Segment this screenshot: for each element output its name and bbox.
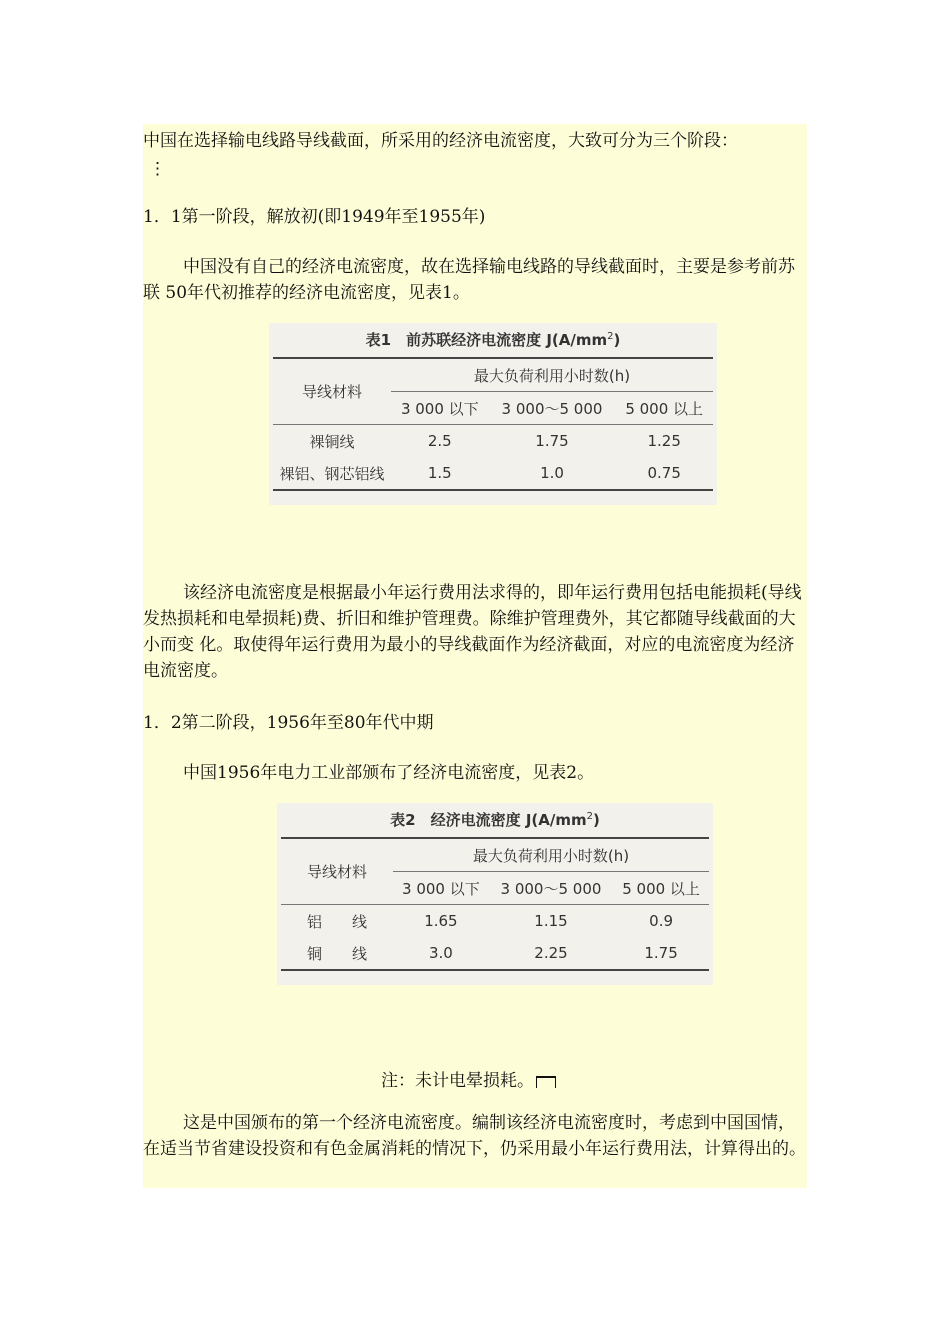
table-2-note: 注：未计电晕损耗。 xyxy=(381,1068,681,1094)
section2-paragraph-2: 这是中国颁布的第一个经济电流密度。编制该经济电流密度时，考虑到中国国情，在适当节省建设投资和有色金属消耗的情况下，仍采用最小年运行费用法，计算得出的。 xyxy=(143,1113,806,1159)
table-2-material-header: 导线材料 xyxy=(306,863,367,881)
table-1-subheader: 3 000 以下 xyxy=(400,399,479,418)
table-cell: 裸铜线 xyxy=(309,432,355,451)
table-1-subheader: 5 000 以上 xyxy=(625,399,704,418)
section2-paragraph-1: 中国1956年电力工业部颁布了经济电流密度，见表2。 xyxy=(183,763,595,783)
table-2-subheader: 3 000 以下 xyxy=(402,879,480,898)
table-1-group-header: 最大负荷利用小时数(h) xyxy=(391,358,713,392)
cursor-mark-icon xyxy=(536,1076,556,1088)
table-1-grid xyxy=(273,357,713,491)
ellipsis: ⋮ xyxy=(149,159,166,179)
table-cell: 1.0 xyxy=(540,464,564,482)
table-cell: 1.75 xyxy=(644,944,678,962)
table-2-subheader: 5 000 以上 xyxy=(622,879,700,898)
table-cell: 1.75 xyxy=(535,432,569,450)
table-cell: 1.65 xyxy=(424,912,458,930)
table-cell: 铝 线 xyxy=(306,912,367,931)
table-2 xyxy=(277,803,713,985)
table-2-group-header: 最大负荷利用小时数(h) xyxy=(393,838,709,872)
table-cell: 2.25 xyxy=(534,944,568,962)
table-row xyxy=(281,905,709,938)
table-cell: 0.9 xyxy=(649,912,674,930)
intro-text: 中国在选择输电线路导线截面，所采用的经济电流密度，大致可分为三个阶段： xyxy=(143,131,738,151)
table-cell: 铜 线 xyxy=(306,944,367,963)
table-cell: 1.15 xyxy=(534,912,568,930)
section1-paragraph-1: 中国没有自己的经济电流密度，故在选择输电线路的导线截面时，主要是参考前苏联 50年代初推荐的经济电流密度，见表1。 xyxy=(143,257,795,303)
table-2-caption: 表2 经济电流密度 $J(A/mm^2)$ xyxy=(390,811,600,829)
table-cell: 3.0 xyxy=(428,944,453,962)
section2-heading: 1．2第二阶段，1956年至80年代中期 xyxy=(143,713,434,733)
table-cell: 1.5 xyxy=(427,464,452,482)
table-row xyxy=(273,457,713,490)
table-1 xyxy=(269,323,717,505)
table-1-material-header: 导线材料 xyxy=(301,383,362,401)
table-2-grid xyxy=(281,837,709,971)
table-row xyxy=(273,425,713,458)
section1-heading: 1．1第一阶段，解放初(即1949年至1955年) xyxy=(143,207,486,227)
section1-paragraph-2: 该经济电流密度是根据最小年运行费用法求得的，即年运行费用包括电能损耗(导线 发热损耗和电晕损耗)费、折旧和维护管理费。除维护管理费外，其它都随导线截面的大小而变 化。取使得年运行费用为最小的导线截面作为经济截面，对应的电流密度为经济电流密度。 xyxy=(143,583,802,681)
document-panel xyxy=(143,124,807,1188)
table-1-caption: 表1 前苏联经济电流密度 $J(A/mm^2)$ xyxy=(365,331,621,349)
table-cell: 裸铝、钢芯铝线 xyxy=(279,464,385,483)
table-1-subheader: 3 000～5 000 xyxy=(501,399,603,418)
table-cell: 0.75 xyxy=(647,464,681,482)
table-row xyxy=(281,937,709,970)
table-cell: 1.25 xyxy=(647,432,681,450)
table-2-subheader: 3 000～5 000 xyxy=(500,879,602,898)
table-cell: 2.5 xyxy=(427,432,452,450)
